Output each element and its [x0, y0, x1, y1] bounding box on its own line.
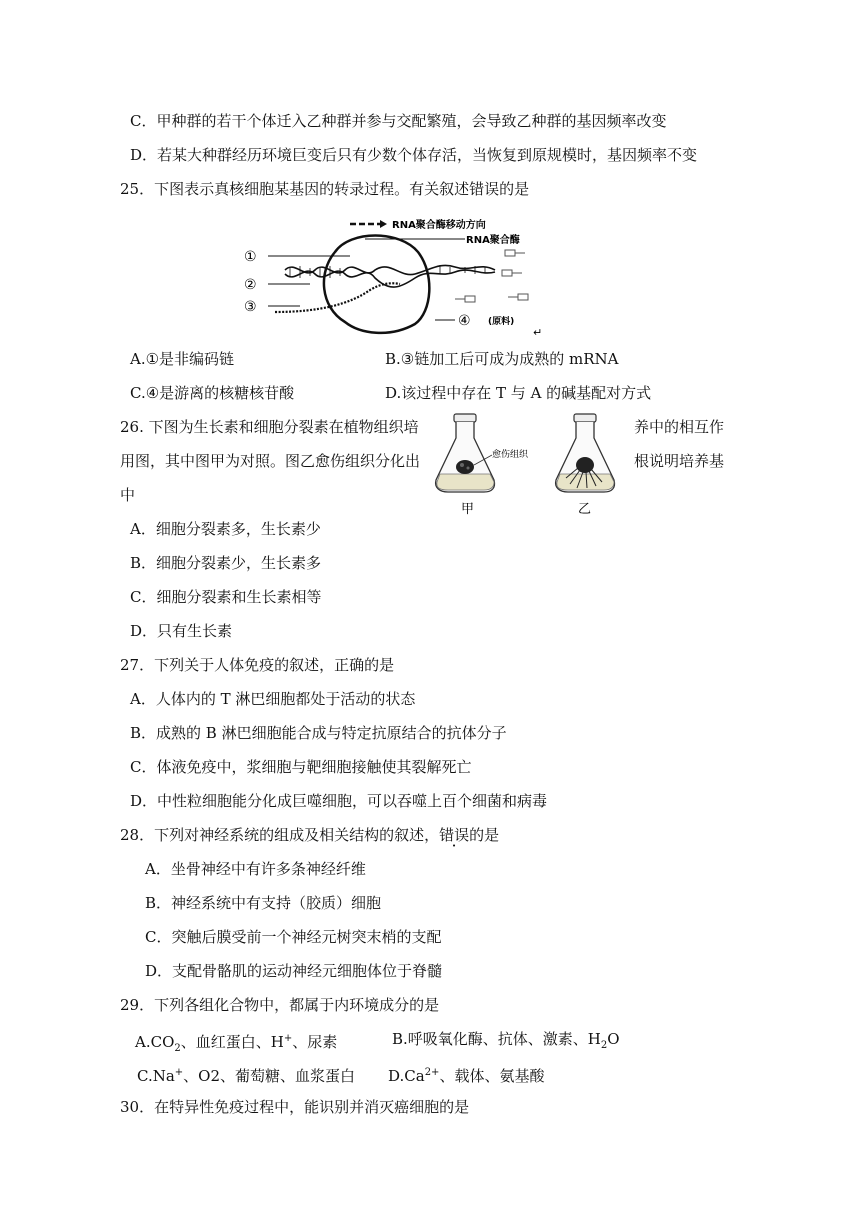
legend-arrow [350, 220, 387, 228]
q28-option-a: A．坐骨神经中有许多条神经纤维 [145, 860, 366, 878]
q29-stem: 29．下列各组化合物中，都属于内环境成分的是 [120, 996, 440, 1014]
flask-a [436, 414, 529, 492]
q25-stem: 25．下图表示真核细胞某基因的转录过程。有关叙述错误的是 [120, 180, 530, 198]
q30-stem: 30．在特异性免疫过程中，能识别并消灭癌细胞的是 [120, 1098, 470, 1116]
q26-stem-line1-cont: 养中的相互作 [634, 418, 725, 436]
free-nucleotides [455, 250, 528, 302]
q27-stem: 27．下列关于人体免疫的叙述，正确的是 [120, 656, 395, 674]
q26-option-c: C．细胞分裂素和生长素相等 [130, 588, 322, 606]
q28-stem [120, 825, 499, 845]
legend-direction-label: RNA聚合酶移动方向 [392, 220, 486, 231]
flask-b-label: 乙 [578, 502, 592, 517]
marker-2: ② [244, 277, 257, 293]
marker-1: ① [244, 249, 257, 265]
q24-option-d: D．若某大种群经历环境巨变后只有少数个体存活，当恢复到原规模时，基因频率不变 [130, 146, 698, 164]
q26-option-a: A．细胞分裂素多，生长素少 [130, 520, 321, 538]
flask-b [556, 414, 615, 492]
q26-stem-line2: 用图，其中图甲为对照。图乙愈伤组织分化出 [120, 452, 421, 470]
callus-label: 愈伤组织 [492, 450, 529, 460]
q28-stem-pre: 28．下列对神经系统的组成及相关结构的叙述， [120, 826, 440, 844]
q27-option-a: A．人体内的 T 淋巴细胞都处于活动的状态 [130, 690, 416, 708]
q29-option-b: B.呼吸氧化酶、抗体、激素、$H_2O$ [392, 1030, 620, 1051]
q27-option-c: C．体液免疫中，浆细胞与靶细胞接触使其裂解死亡 [130, 758, 472, 776]
q26-option-b: B．细胞分裂素少，生长素多 [130, 554, 322, 572]
dna-strand-b [285, 270, 495, 287]
q28-option-c: C．突触后膜受前一个神经元树突末梢的支配 [145, 928, 442, 946]
q28-stem-post: 的是 [469, 826, 500, 844]
q26-stem-line1: 26. 下图为生长素和细胞分裂素在植物组织培 [120, 418, 419, 436]
q29-option-d: $D.Ca^{2+}$、载体、氨基酸 [388, 1067, 545, 1085]
q28-option-d: D．支配骨骼肌的运动神经元细胞体位于脊髓 [145, 962, 443, 980]
q25-option-b: B.③链加工后可成为成熟的 mRNA [385, 350, 619, 368]
marker-4: ④ [458, 313, 471, 329]
q27-option-d: D．中性粒细胞能分化成巨噬细胞，可以吞噬上百个细菌和病毒 [130, 792, 548, 810]
raw-material-label: (原料) [488, 317, 515, 327]
q26-stem-line3: 中 [120, 486, 136, 504]
flask-a-label: 甲 [461, 502, 475, 517]
q29-option-c: C.Na+、O2、葡萄糖、血浆蛋白 [137, 1067, 356, 1085]
q26-stem-line2-cont: 根说明培养基 [634, 452, 725, 470]
q24-option-c: C．甲种群的若干个体迁入乙种群并参与交配繁殖，会导致乙种群的基因频率改变 [130, 112, 667, 130]
marker-3: ③ [244, 299, 257, 315]
return-glyph: ↵ [533, 326, 543, 339]
q26-option-d: D．只有生长素 [130, 622, 233, 640]
q25-option-a: A.①是非编码链 [130, 350, 235, 368]
q25-option-d: D.该过程中存在 T 与 A 的碱基配对方式 [385, 384, 652, 402]
q28-stem-emphasis: 错误 [439, 826, 470, 844]
q28-option-b: B．神经系统中有支持（胶质）细胞 [145, 894, 382, 912]
q27-option-b: B．成熟的 B 淋巴细胞能合成与特定抗原结合的抗体分子 [130, 724, 507, 742]
flask-figure [430, 410, 630, 520]
q25-option-c: C.④是游离的核糖核苷酸 [130, 384, 295, 402]
transcription-diagram [240, 212, 560, 342]
rna-strand [275, 283, 400, 312]
legend-polymerase-label: RNA聚合酶 [466, 235, 520, 246]
polymerase-outline [324, 236, 429, 333]
q29-option-a: $A.CO_2$、血红蛋白、H+、尿素 [135, 1033, 338, 1054]
